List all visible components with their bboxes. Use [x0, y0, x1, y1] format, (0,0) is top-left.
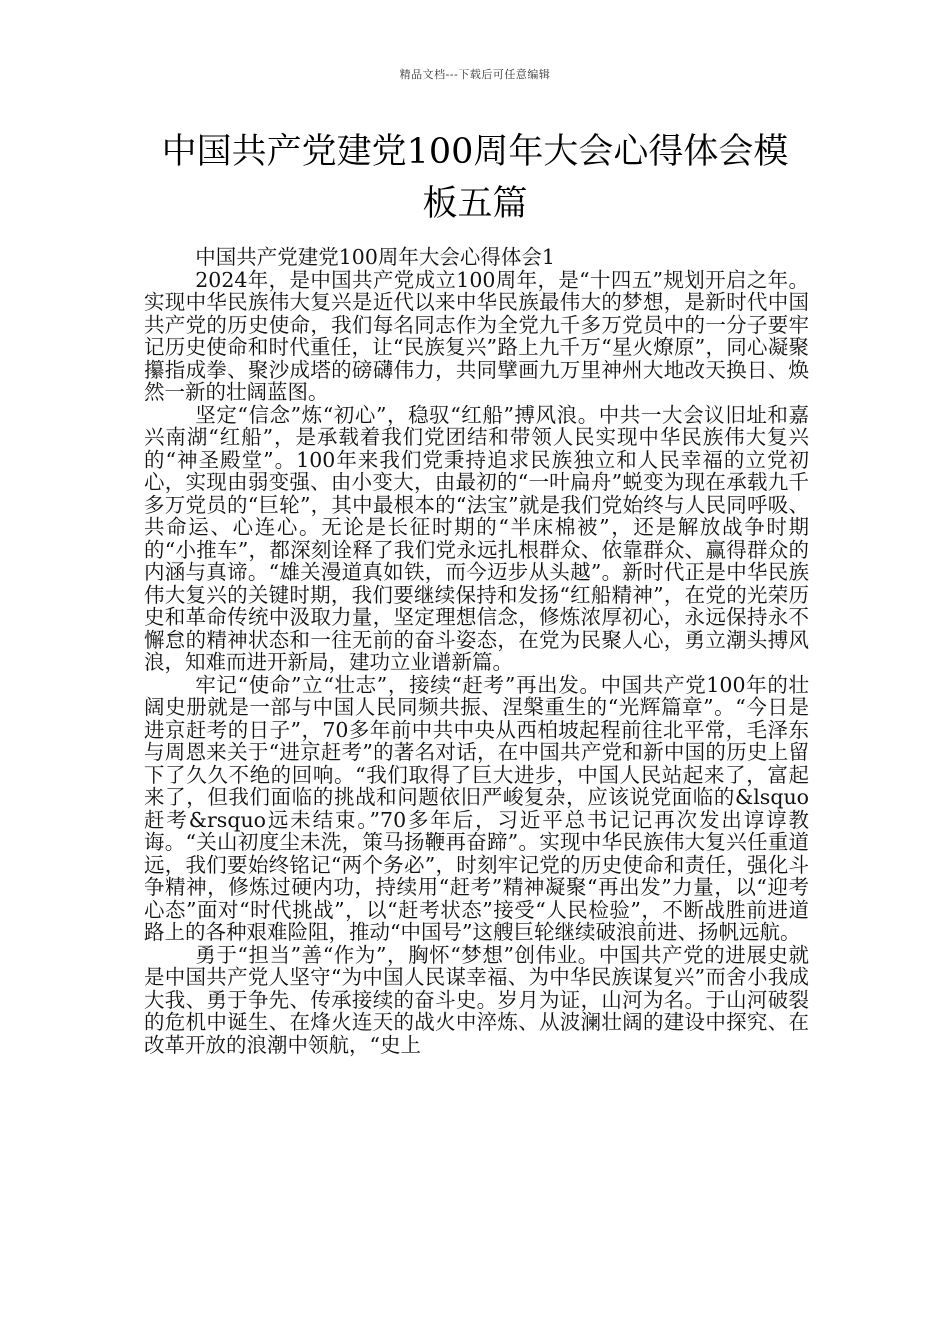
paragraph: 坚定“信念”炼“初心”，稳驭“红船”搏风浪。中共一大会议旧址和嘉兴南湖“红船”，是承载着我们党团结和带领人民实现中华民族伟大复兴的“神圣殿堂”。100年来我们党秉持追求民族独立和人民幸福的立党初心，实现由弱变强、由小变大，由最初的“一叶扁舟”蜕变为现在承载九千多万党员的“巨轮”，其中最根本的“法宝”就是我们党始终与人民同呼吸、共命运、心连心。无论是长征时期的“半床棉被”，还是解放战争时期的“小推车”，都深刻诠释了我们党永远扎根群众、依靠群众、赢得群众的内涵与真谛。“雄关漫道真如铁，而今迈步从头越”。新时代正是中华民族伟大复兴的关键时期，我们要继续保持和发扬“红船精神”，在党的光荣历史和革命传统中汲取力量，坚定理想信念，修炼浓厚初心，永远保持永不懈怠的精神状态和一往无前的奋斗姿态，在党为民聚人心，勇立潮头搏风浪，知难而进开新局，建功立业谱新篇。 — [144, 402, 809, 674]
paragraph: 2024年，是中国共产党成立100周年，是“十四五”规划开启之年。实现中华民族伟大复兴是近代以来中华民族最伟大的梦想，是新时代中国共产党的历史使命，我们每名同志作为全党九千多万党员中的一分子要牢记历史使命和时代重任，让“民族复兴”路上九千万“星火燎原”，同心凝聚攥指成拳、聚沙成塔的磅礴伟力，共同擘画九万里神州大地改天换日、焕然一新的壮阔蓝图。 — [144, 267, 809, 404]
document-title: 中国共产党建党100周年大会心得体会模板五篇 — [161, 132, 789, 224]
section-heading: 中国共产党建党100周年大会心得体会1 — [195, 245, 555, 269]
paragraph: 勇于“担当”善“作为”，胸怀“梦想”创伟业。中国共产党的进展史就是中国共产党人坚守“为中国人民谋幸福、为中华民族谋复兴”而舍小我成大我、勇于争先、传承接续的奋斗史。岁月为证，山河为名。于山河破裂的危机中诞生、在烽火连天的战火中淬炼、从波澜壮阔的建设中探究、在改革开放的浪潮中领航，“史上 — [144, 942, 809, 1057]
document-body — [144, 246, 809, 1056]
header-note: 精品文档---下载后可任意编辑 — [399, 68, 551, 81]
paragraph: 牢记“使命”立“壮志”，接续“赶考”再出发。中国共产党100年的壮阔史册就是一部与中国人民同频共振、涅槃重生的“光辉篇章”。“今日是进京赶考的日子”，70多年前中共中央从西柏坡起程前往北平常，毛泽东与周恩来关于“进京赶考”的著名对话，在中国共产党和新中国的历史上留下了久久不绝的回响。“我们取得了巨大进步，中国人民站起来了，富起来了，但我们面临的挑战和问题依旧严峻复杂，应该说党面临的&lsquo赶考&rsquo远未结束。”70多年后，习近平总书记记再次发出谆谆教诲。“关山初度尘未洗，策马扬鞭再奋蹄”。实现中华民族伟大复兴任重道远，我们要始终铭记“两个务必”，时刻牢记党的历史使命和责任，强化斗争精神，修炼过硬内功，持续用“赶考”精神凝聚“再出发”力量，以“迎考心态”面对“时代挑战”，以“赶考状态”接受“人民检验”，不断战胜前进道路上的各种艰难险阻，推动“中国号”这艘巨轮继续破浪前进、扬帆远航。 — [144, 672, 809, 944]
